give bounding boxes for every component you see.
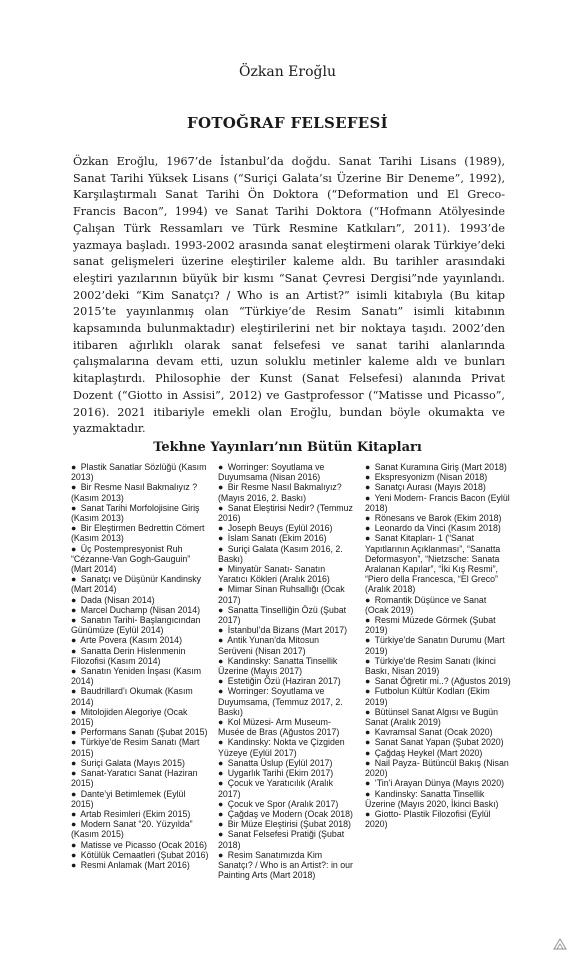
book-list-item	[218, 778, 356, 798]
book-list-item	[71, 615, 209, 635]
book-entry-text: Resmi Müzede Görmek (Şubat 2019)	[365, 615, 496, 636]
bullet-icon: ●	[71, 604, 77, 615]
book-list-item	[218, 676, 356, 686]
book-list-item	[365, 707, 511, 727]
bullet-icon: ●	[71, 849, 77, 860]
book-entry-text: Kandinsky: Sanatta Tinsellik Üzerine (Mayıs 2017)	[218, 655, 338, 677]
book-list-item	[71, 686, 209, 706]
bullet-icon: ●	[218, 686, 224, 697]
book-list-item	[365, 686, 511, 706]
bullet-icon: ●	[218, 655, 224, 666]
book-list-item	[71, 605, 209, 615]
bullet-icon: ●	[218, 829, 224, 840]
book-entry-text: Yeni Modern- Francis Bacon (Eylül 2018)	[365, 492, 510, 513]
bullet-icon: ●	[365, 727, 371, 738]
book-list-item	[71, 840, 209, 850]
book-entry-text: Uygarlık Tarihi (Ekim 2017)	[227, 768, 334, 779]
bullet-icon: ●	[71, 737, 77, 748]
book-entry-text: Türkiye’de Resim Sanatı (İkinci Baskı, Nisan 2019)	[365, 655, 496, 677]
book-entry-text: Çocuk ve Spor (Aralık 2017)	[227, 798, 339, 809]
books-list	[71, 462, 511, 932]
book-list-item	[218, 544, 356, 564]
bullet-icon: ●	[218, 778, 224, 789]
bullet-icon: ●	[71, 523, 77, 534]
book-entry-text: Arte Povera (Kasım 2014)	[80, 635, 182, 646]
book-entry-text: Sanatçı ve Düşünür Kandinsky (Mart 2014)	[71, 574, 202, 595]
book-list-item	[365, 737, 511, 747]
book-list-item	[71, 789, 209, 809]
book-list-item	[218, 523, 356, 533]
bullet-icon: ●	[218, 768, 224, 779]
book-list-item	[218, 625, 356, 635]
biography-text: Özkan Eroğlu, 1967’de İstanbul’da doğdu. Sanat Tarihi Lisans (1989), Sanat Tarihi Yüksek Lisans (“Suriçi Galata’sı Üzerine Bir Deneme”, 1992), Karşılaştırmalı Sanat Tarihi Ön Doktora (“Deformation und El Greco-Francis Bacon”, 1994) ve Sanat Tarihi Doktora (“Hofmann Atölyesinde Çalışan Türk Ressamları ve Türk Resmine Katkıları”, 2011). 1993’de yazmaya başladı. 1993-2002 arasında sanat eleştirmeni olarak Türkiye’deki sanat gelişmeleri üzerine eleştiriler kaleme aldı. Bu tarihler arasındaki eleştiri yazılarının büyük bir kısmı “Sanat Çevresi Dergisi”nde yayınlandı. 2002’deki “Kim Sanatçı? / Who is an Artist?” isimli kitabıyla (Bu kitap 2015’te yayınlanmış olan “Türkiye’de Resim Sanatı” isimli kitabının kapsamında bulunmaktadır) eleştirilerini net bir noktaya taşıdı. 2002’den itibaren ağırlıklı olarak sanat felsefesi ve sanat tarihi alanlarında çalışmalarına devam etti, uzun soluklu metinler kaleme aldı ve bunları kitaplaştırdı. Philosophie der Kunst (Sanat Felsefesi) alanında Privat Dozent (“Giotto in Assisi”, 2012) ve Gastprofessor (“Matisse und Picasso”, 2016). 2021 itibariyle emekli olan Eroğlu, bundan böyle okumakta ve yazmaktadır.	[73, 155, 505, 436]
book-entry-text: Artab Resimleri (Ekim 2015)	[80, 808, 191, 819]
book-list-item	[218, 656, 356, 676]
bullet-icon: ●	[218, 635, 224, 646]
bullet-icon: ●	[218, 604, 224, 615]
book-entry-text: Sanatta Tinselliğin Özü (Şubat 2017)	[218, 604, 347, 626]
bullet-icon: ●	[218, 849, 224, 860]
book-list-item	[218, 850, 356, 881]
author-biography	[73, 154, 505, 438]
book-entry-text: Kol Müzesi- Arm Museum- Musée de Bras (Ağustos 2017)	[218, 717, 340, 738]
bullet-icon: ●	[218, 462, 224, 472]
book-list-item	[218, 503, 356, 523]
bullet-icon: ●	[71, 706, 77, 717]
book-entry-text: Modern Sanat “20. Yüzyılda” (Kasım 2015)	[71, 819, 193, 840]
book-list-item	[218, 462, 356, 482]
book-entry-text: Türkiye’de Resim Sanatı (Mart 2015)	[71, 737, 200, 758]
bullet-icon: ●	[365, 492, 371, 503]
book-list-item	[218, 768, 356, 778]
book-entry-text: Mimar Sinan Ruhsallığı (Ocak 2017)	[218, 584, 345, 605]
book-entry-text: Ekspresyonizm (Nisan 2018)	[374, 472, 488, 483]
book-entry-text: Worringer: Soyutlama ve Duyumsama (Nisan 2016)	[218, 462, 325, 483]
bullet-icon: ●	[218, 502, 224, 513]
book-entry-text: Marcel Duchamp (Nisan 2014)	[80, 604, 201, 615]
book-entry-text: Bir Resme Nasıl Bakmalıyız ? (Kasım 2013)	[71, 482, 198, 503]
book-entry-text: Kavramsal Sanat (Ocak 2020)	[374, 727, 493, 738]
bullet-icon: ●	[365, 778, 371, 789]
book-list-item	[71, 595, 209, 605]
book-list-item	[71, 462, 209, 482]
book-entry-text: İstanbul’da Bizans (Mart 2017)	[227, 625, 348, 636]
book-entry-text: Kötülük Cemaatleri (Şubat 2016)	[80, 849, 209, 860]
bullet-icon: ●	[218, 798, 224, 809]
bullet-icon: ●	[365, 635, 371, 646]
book-list-item	[218, 819, 356, 829]
bullet-icon: ●	[71, 788, 77, 799]
book-entry-text: Sanatta Derin Hislenmenin Filozofisi (Kasım 2014)	[71, 645, 186, 666]
bullet-icon: ●	[71, 543, 77, 554]
book-list-item	[71, 809, 209, 819]
book-entry-text: Worringer: Soyutlama ve Duyumsama, (Temmuz 2017, 2. Baskı)	[218, 686, 343, 717]
book-entry-text: Nail Payza- Bütüncül Bakış (Nisan 2020)	[365, 757, 509, 779]
bullet-icon: ●	[71, 502, 77, 513]
book-list-item	[71, 737, 209, 757]
book-entry-text: Sanatın Yeniden İnşası (Kasım 2014)	[71, 666, 202, 687]
bullet-icon: ●	[365, 513, 371, 524]
bullet-icon: ●	[71, 757, 77, 768]
book-entry-text: Giotto- Plastik Filozofisi (Eylül 2020)	[365, 808, 491, 830]
bullet-icon: ●	[71, 574, 77, 585]
book-list-item	[218, 635, 356, 655]
book-entry-text: Sanat Kitapları- 1 (“Sanat Yapıtlarının Açıklanması”, “Sanatta Deformasyon”, “Nietzsche: Sanata Aralanan Kapılar”, “İki Kış Resmi”, “Piero della Francesca, “El Greco” (Aralık 2018)	[365, 533, 501, 595]
book-list-item	[218, 564, 356, 584]
book-entry-text: Çağdaş Heykel (Mart 2020)	[374, 747, 483, 758]
book-entry-text: Çağdaş ve Modern (Ocak 2018)	[227, 808, 353, 819]
book-list-item	[218, 799, 356, 809]
book-list-item	[365, 635, 511, 655]
book-entry-text: Baudrillard’ı Okumak (Kasım 2014)	[71, 686, 193, 707]
book-list-item	[71, 707, 209, 727]
book-list-item	[365, 789, 511, 809]
book-list-item	[365, 758, 511, 778]
bullet-icon: ●	[71, 462, 77, 472]
book-entry-text: Sanat Kuramına Giriş (Mart 2018)	[374, 462, 507, 472]
book-entry-text: Matisse ve Picasso (Ocak 2016)	[80, 839, 207, 850]
book-list-item	[365, 748, 511, 758]
book-list-item	[365, 493, 511, 513]
book-list-item	[218, 686, 356, 717]
bullet-icon: ●	[365, 747, 371, 758]
book-list-item	[71, 646, 209, 666]
book-entry-text: Sanat Eleştirisi Nedir? (Temmuz 2016)	[218, 502, 353, 524]
bullet-icon: ●	[71, 645, 77, 656]
book-entry-text: Minyatür Sanatı- Sanatın Yaratıcı Kökleri (Aralık 2016)	[218, 564, 330, 585]
book-list-item	[365, 809, 511, 829]
book-entry-text: Bir Müze Eleştirisi (Şubat 2018)	[227, 819, 351, 830]
book-entry-text: Sanatın Tarihi- Başlangıcından Günümüze (Eylül 2014)	[71, 615, 201, 636]
book-entry-text: Romantik Düşünce ve Sanat (Ocak 2019)	[365, 594, 487, 615]
book-list-item	[71, 768, 209, 788]
bullet-icon: ●	[218, 584, 224, 595]
book-list-item	[365, 656, 511, 676]
book-entry-text: Bütünsel Sanat Algısı ve Bugün Sanat (Aralık 2019)	[365, 706, 499, 728]
book-entry-text: İslam Sanatı (Ekim 2016)	[227, 533, 327, 544]
bullet-icon: ●	[71, 594, 77, 605]
bullet-icon: ●	[218, 543, 224, 554]
books-column-2	[218, 462, 356, 880]
book-entry-text: Joseph Beuys (Eylül 2016)	[227, 523, 333, 534]
bullet-icon: ●	[218, 676, 224, 687]
book-list-item	[71, 850, 209, 860]
book-entry-text: Türkiye’de Sanatın Durumu (Mart 2019)	[365, 635, 505, 656]
bullet-icon: ●	[218, 564, 224, 575]
bullet-icon: ●	[365, 686, 371, 697]
book-list-item	[71, 503, 209, 523]
bullet-icon: ●	[365, 615, 371, 626]
book-title: FOTOĞRAF FELSEFESİ	[187, 114, 388, 132]
book-list-item	[71, 544, 209, 575]
bullet-icon: ●	[365, 594, 371, 605]
bullet-icon: ●	[365, 482, 371, 493]
book-list-item	[218, 737, 356, 757]
book-list-item	[218, 829, 356, 849]
book-list-item	[71, 574, 209, 594]
book-entry-text: Çocuk ve Yaratıcılık (Aralık 2017)	[218, 778, 334, 799]
bullet-icon: ●	[71, 727, 77, 738]
book-entry-text: Sanat Öğretir mi..? (Ağustos 2019)	[374, 676, 511, 687]
book-entry-text: Estetiğin Özü (Haziran 2017)	[227, 676, 341, 687]
book-entry-text: Resmi Anlamak (Mart 2016)	[80, 859, 190, 870]
bullet-icon: ●	[365, 757, 371, 768]
book-list-item	[71, 482, 209, 502]
book-list-item	[365, 523, 511, 533]
books-column-1	[71, 462, 209, 870]
book-entry-text: ‘Tin’i Arayan Dünya (Mayıs 2020)	[374, 778, 505, 789]
book-entry-text: Leonardo da Vinci (Kasım 2018)	[374, 523, 501, 534]
bullet-icon: ●	[365, 706, 371, 717]
bullet-icon: ●	[71, 666, 77, 677]
book-entry-text: Kandinsky: Sanatta Tinsellik Üzerine (Mayıs 2020, İkinci Baskı)	[365, 788, 499, 809]
bullet-icon: ●	[71, 819, 77, 830]
book-entry-text: Suriçi Galata (Mayıs 2015)	[80, 757, 185, 768]
book-entry-text: Sanat Felsefesi Pratiği (Şubat 2018)	[218, 829, 345, 850]
book-list-item	[218, 717, 356, 737]
author-name: Özkan Eroğlu	[239, 64, 336, 80]
bullet-icon: ●	[218, 717, 224, 728]
book-list-item	[71, 666, 209, 686]
book-list-item	[71, 635, 209, 645]
book-list-item	[218, 758, 356, 768]
bullet-icon: ●	[365, 808, 371, 819]
book-list-item	[218, 482, 356, 502]
bullet-icon: ●	[365, 472, 371, 483]
bullet-icon: ●	[365, 523, 371, 534]
book-list-item	[365, 462, 511, 472]
bullet-icon: ●	[365, 737, 371, 748]
book-entry-text: Üç Postempresyonist Ruh “Cézanne-Van Gogh-Gauguin” (Mart 2014)	[71, 543, 191, 575]
bullet-icon: ●	[365, 462, 371, 472]
bullet-icon: ●	[71, 635, 77, 646]
book-list-item	[218, 605, 356, 625]
books-list-heading: Tekhne Yayınları’nın Bütün Kitapları	[153, 440, 422, 455]
book-list-item	[71, 758, 209, 768]
book-entry-text: Bir Eleştirmen Bedrettin Cömert (Kasım 2013)	[71, 523, 205, 544]
bullet-icon: ●	[218, 808, 224, 819]
bullet-icon: ●	[365, 788, 371, 799]
book-entry-text: Kandinsky: Nokta ve Çizgiden Yüzeye (Eylül 2017)	[218, 737, 345, 758]
book-list-item	[218, 584, 356, 604]
bullet-icon: ●	[365, 676, 371, 687]
bullet-icon: ●	[365, 533, 371, 544]
book-entry-text: Dada (Nisan 2014)	[80, 594, 155, 605]
book-entry-text: Rönesans ve Barok (Ekim 2018)	[374, 513, 502, 524]
book-entry-text: Mitolojiden Alegoriye (Ocak 2015)	[71, 706, 188, 728]
book-list-item	[365, 778, 511, 788]
bullet-icon: ●	[218, 533, 224, 544]
book-list-item	[365, 595, 511, 615]
book-list-item	[365, 513, 511, 523]
book-entry-text: Suriçi Galata (Kasım 2016, 2. Baskı)	[218, 543, 343, 564]
bullet-icon: ●	[71, 482, 77, 493]
book-entry-text: Sanatçı Aurası (Mayıs 2018)	[374, 482, 486, 493]
bullet-icon: ●	[71, 768, 77, 779]
bullet-icon: ●	[71, 859, 77, 870]
book-list-item	[218, 533, 356, 543]
book-entry-text: Sanat Sanat Yapan (Şubat 2020)	[374, 737, 504, 748]
book-entry-text: Sanatta Üslup (Eylül 2017)	[227, 757, 333, 768]
book-entry-text: Sanat-Yaratıcı Sanat (Haziran 2015)	[71, 768, 198, 789]
books-column-3	[365, 462, 511, 829]
book-list-item	[365, 472, 511, 482]
book-entry-text: Bir Resme Nasıl Bakmalıyız? (Mayıs 2016, 2. Baskı)	[218, 482, 342, 503]
bullet-icon: ●	[71, 808, 77, 819]
book-list-item	[71, 860, 209, 870]
bullet-icon: ●	[218, 625, 224, 636]
book-list-item	[71, 727, 209, 737]
book-list-item	[218, 809, 356, 819]
publisher-logo-icon	[553, 938, 567, 950]
bullet-icon: ●	[218, 757, 224, 768]
book-list-item	[365, 482, 511, 492]
bullet-icon: ●	[71, 686, 77, 697]
bullet-icon: ●	[218, 482, 224, 493]
book-entry-text: Dante’yi Betimlemek (Eylül 2015)	[71, 788, 186, 809]
bullet-icon: ●	[71, 839, 77, 850]
bullet-icon: ●	[218, 819, 224, 830]
book-entry-text: Antik Yunan’da Mitosun Serüveni (Nisan 2017)	[218, 635, 320, 656]
book-list-item	[71, 523, 209, 543]
bullet-icon: ●	[71, 615, 77, 626]
book-list-item	[71, 819, 209, 839]
book-entry-text: Sanat Tarihi Morfolojisine Giriş (Kasım 2013)	[71, 502, 200, 524]
book-list-item	[365, 727, 511, 737]
book-entry-text: Resim Sanatımızda Kim Sanatçı? / Who is an Artist?: in our Painting Arts (Mart 2018)	[218, 849, 353, 881]
bullet-icon: ●	[218, 737, 224, 748]
book-list-item	[365, 533, 511, 594]
book-entry-text: Performans Sanatı (Şubat 2015)	[80, 727, 208, 738]
bullet-icon: ●	[218, 523, 224, 534]
book-list-item	[365, 615, 511, 635]
bullet-icon: ●	[365, 655, 371, 666]
book-entry-text: Futbolun Kültür Kodları (Ekim 2019)	[365, 686, 490, 707]
book-list-item	[365, 676, 511, 686]
book-entry-text: Plastik Sanatlar Sözlüğü (Kasım 2013)	[71, 462, 207, 483]
